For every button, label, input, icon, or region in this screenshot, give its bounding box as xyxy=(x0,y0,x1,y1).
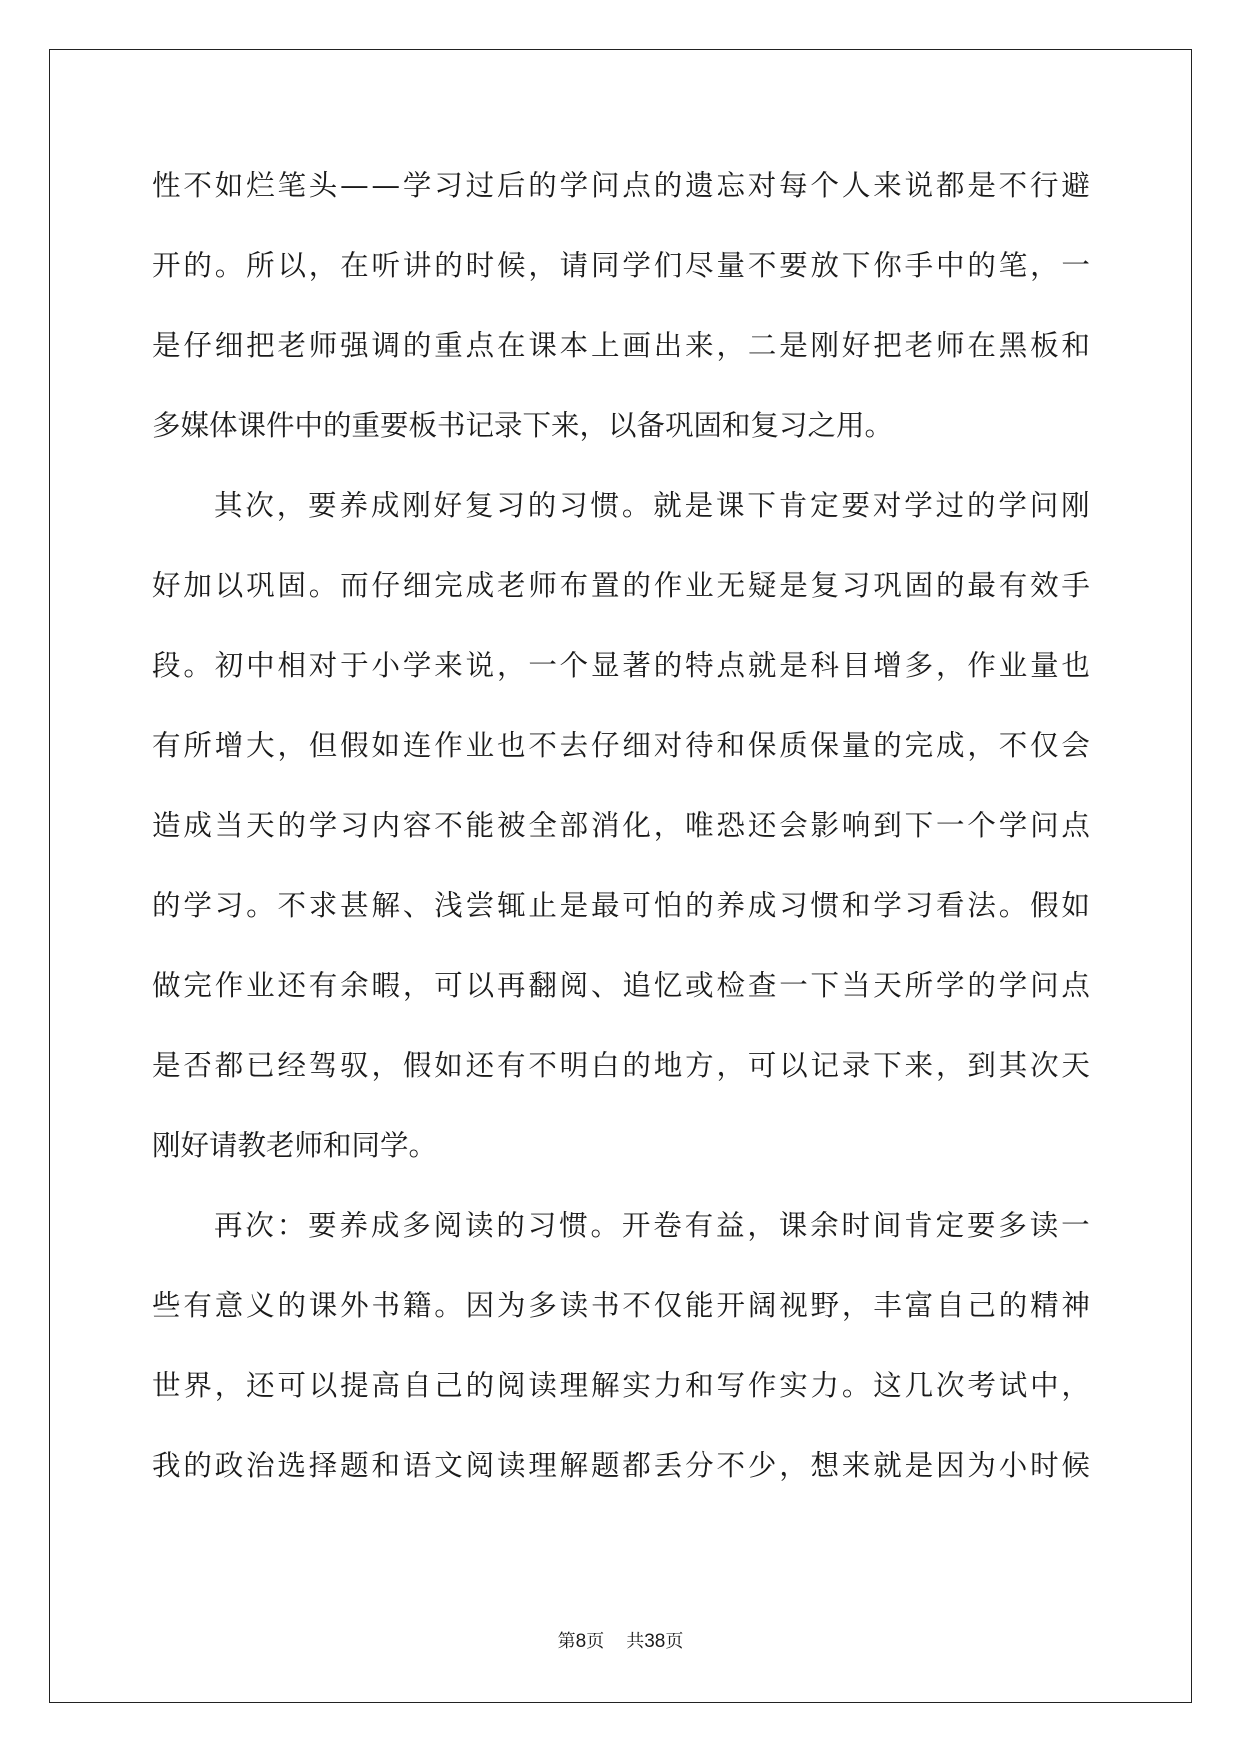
text-line: 刚好请教老师和同学。 xyxy=(152,1129,438,1162)
total-label-suffix: 页 xyxy=(665,1631,684,1652)
page-footer xyxy=(0,1627,1241,1653)
text-line: 有 所 增 大 ， 但 假 如 连 作 业 也 不 去 仔 细 对 待 和 保 质 保 量 的 完 成 ， 不 仅 会 xyxy=(152,729,1090,762)
text-line: 段 。 初 中 相 对 于 小 学 来 说 ， 一 个 显 著 的 特 点 就 是 科 目 增 多 ， 作 业 量 也 xyxy=(152,649,1090,682)
page-number: 8 xyxy=(575,1631,587,1652)
page-label-prefix: 第 xyxy=(557,1631,576,1652)
text-line: 做 完 作 业 还 有 余 暇 ， 可 以 再 翻 阅 、 追 忆 或 检 查 一 下 当 天 所 学 的 学 问 点 xyxy=(152,969,1090,1002)
document-body xyxy=(152,146,1090,1506)
total-label-prefix: 共 xyxy=(626,1631,645,1652)
page-label-suffix: 页 xyxy=(586,1631,605,1652)
text-line: 开 的 。 所 以 ， 在 听 讲 的 时 候 ， 请 同 学 们 尽 量 不 要 放 下 你 手 中 的 笔 ， 一 xyxy=(152,249,1090,282)
text-line: 再 次 ： 要 养 成 多 阅 读 的 习 惯 。 开 卷 有 益 ， 课 余 时 间 肯 定 要 多 读 一 xyxy=(214,1209,1090,1242)
text-line: 其 次 ， 要 养 成 刚 好 复 习 的 习 惯 。 就 是 课 下 肯 定 要 对 学 过 的 学 问 刚 xyxy=(214,489,1090,522)
text-line: 世 界 ， 还 可 以 提 高 自 己 的 阅 读 理 解 实 力 和 写 作 实 力 。 这 几 次 考 试 中 ， xyxy=(152,1369,1090,1402)
total-pages: 38 xyxy=(644,1631,666,1652)
text-line: 些 有 意 义 的 课 外 书 籍 。 因 为 多 读 书 不 仅 能 开 阔 视 野 ， 丰 富 自 己 的 精 神 xyxy=(152,1289,1090,1322)
text-line: 是 否 都 已 经 驾 驭 ， 假 如 还 有 不 明 白 的 地 方 ， 可 以 记 录 下 来 ， 到 其 次 天 xyxy=(152,1049,1090,1082)
text-line: 好 加 以 巩 固 。 而 仔 细 完 成 老 师 布 置 的 作 业 无 疑 是 复 习 巩 固 的 最 有 效 手 xyxy=(152,569,1090,602)
text-line: 我 的 政 治 选 择 题 和 语 文 阅 读 理 解 题 都 丢 分 不 少 ， 想 来 就 是 因 为 小 时 候 xyxy=(152,1449,1090,1482)
text-line: 造 成 当 天 的 学 习 内 容 不 能 被 全 部 消 化 ， 唯 恐 还 会 影 响 到 下 一 个 学 问 点 xyxy=(152,809,1090,842)
text-line: 是 仔 细 把 老 师 强 调 的 重 点 在 课 本 上 画 出 来 ， 二 是 刚 好 把 老 师 在 黑 板 和 xyxy=(152,329,1090,362)
text-line: 性 不 如 烂 笔 头 — — 学 习 过 后 的 学 问 点 的 遗 忘 对 每 个 人 来 说 都 是 不 行 避 xyxy=(152,169,1090,202)
text-line: 的 学 习 。 不 求 甚 解 、 浅 尝 辄 止 是 最 可 怕 的 养 成 习 惯 和 学 习 看 法 。 假 如 xyxy=(152,889,1090,922)
text-line: 多媒体课件中的重要板书记录下来，以备巩固和复习之用。 xyxy=(152,409,894,442)
